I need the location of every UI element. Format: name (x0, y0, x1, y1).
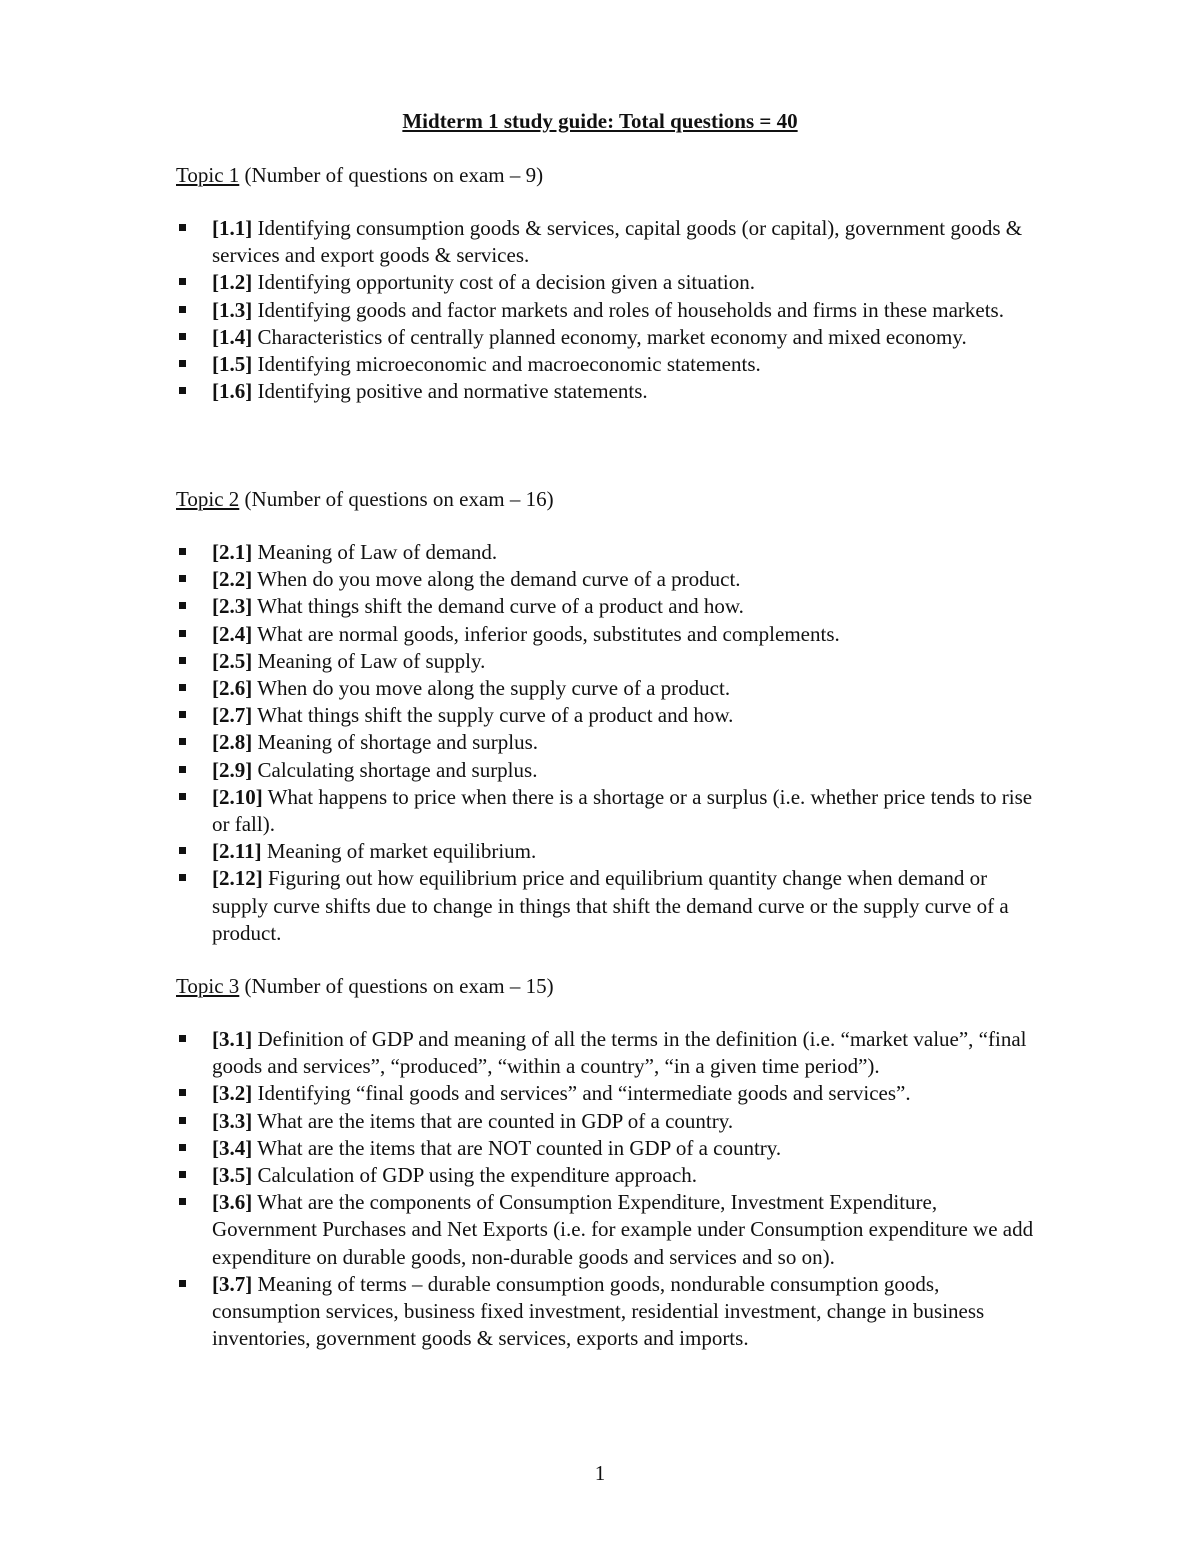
list-item (176, 215, 1036, 269)
list-item (176, 648, 1036, 675)
list-item (176, 1135, 1036, 1162)
item-text: Calculating shortage and surplus. (252, 757, 538, 782)
list-item (176, 729, 1036, 756)
page-number: 1 (594, 1461, 606, 1485)
square-bullet-icon (179, 1117, 186, 1124)
item-number: [2.11] (212, 839, 262, 864)
list-item (176, 269, 1036, 296)
square-bullet-icon (179, 630, 186, 637)
item-number: [2.10] (212, 784, 263, 809)
topic-detail: (Number of questions on exam – 9) (239, 163, 544, 187)
item-number: [1.4] (212, 324, 253, 349)
list-item (176, 539, 1036, 566)
item-text: Meaning of Law of demand. (252, 540, 498, 564)
square-bullet-icon (179, 602, 186, 609)
list-item (176, 1189, 1036, 1271)
item-number: [1.2] (212, 270, 253, 295)
item-text: Identifying goods and factor markets and roles of households and firms in these markets. (252, 297, 1004, 322)
topic-name: Topic 3 (176, 974, 240, 998)
list-item (176, 784, 1036, 838)
square-bullet-icon (179, 793, 186, 800)
list-item (176, 757, 1036, 784)
topic-heading-1 (176, 162, 543, 189)
item-number: [2.4] (212, 621, 253, 646)
list-item (176, 1026, 1036, 1080)
item-number: [2.7] (212, 703, 253, 728)
item-text: What are the components of Consumption Expenditure, Investment Expenditure, Government Purchases and Net Exports (i.e. for example under Consumption expenditure we add expenditure on durable goods, non-durable goods and services and so on). (212, 1190, 1034, 1269)
item-number: [2.12] (212, 866, 263, 891)
item-number: [3.7] (212, 1271, 253, 1296)
square-bullet-icon (179, 1280, 186, 1287)
item-text: Identifying opportunity cost of a decision given a situation. (252, 270, 755, 295)
list-item (176, 566, 1036, 593)
square-bullet-icon (179, 548, 186, 555)
square-bullet-icon (179, 847, 186, 854)
list-item (176, 702, 1036, 729)
square-bullet-icon (179, 1035, 186, 1042)
item-text: What happens to price when there is a shortage or a surplus (i.e. whether price tends to rise or fall). (212, 784, 1033, 837)
list-item (176, 865, 1036, 947)
square-bullet-icon (179, 738, 186, 745)
list-item (176, 838, 1036, 865)
list-item (176, 324, 1036, 351)
topic-heading-2 (176, 486, 554, 513)
item-number: [1.1] (212, 216, 253, 240)
square-bullet-icon (179, 387, 186, 394)
item-text: Identifying positive and normative statements. (252, 379, 648, 404)
topic-heading-3 (176, 973, 554, 1000)
item-text: Calculation of GDP using the expenditure approach. (252, 1163, 698, 1188)
item-text: Characteristics of centrally planned economy, market economy and mixed economy. (252, 324, 967, 349)
square-bullet-icon (179, 278, 186, 285)
item-text: What are normal goods, inferior goods, substitutes and complements. (252, 621, 840, 646)
topic-name: Topic 1 (176, 163, 240, 187)
topic-3-list (176, 1026, 1036, 1352)
item-text: Identifying microeconomic and macroeconomic statements. (252, 352, 761, 377)
item-text: Identifying consumption goods & services, capital goods (or capital), government goods & services and export goods & services. (212, 216, 1023, 268)
square-bullet-icon (179, 1144, 186, 1151)
square-bullet-icon (179, 1171, 186, 1178)
square-bullet-icon (179, 575, 186, 582)
item-text: Identifying “final goods and services” and “intermediate goods and services”. (252, 1081, 911, 1106)
list-item (176, 621, 1036, 648)
list-item (176, 1162, 1036, 1189)
square-bullet-icon (179, 657, 186, 664)
item-number: [2.2] (212, 567, 253, 592)
item-number: [3.1] (212, 1027, 253, 1051)
item-text: When do you move along the supply curve of a product. (252, 676, 731, 701)
item-text: Meaning of shortage and surplus. (252, 730, 539, 755)
topic-detail: (Number of questions on exam – 15) (239, 974, 554, 998)
item-number: [2.5] (212, 648, 253, 673)
item-number: [1.3] (212, 297, 253, 322)
item-text: When do you move along the demand curve of a product. (252, 567, 741, 592)
square-bullet-icon (179, 1198, 186, 1205)
list-item (176, 378, 1036, 405)
topic-2-list (176, 539, 1036, 947)
list-item (176, 675, 1036, 702)
page-title: Midterm 1 study guide: Total questions = 40 (402, 109, 798, 133)
item-text: What are the items that are counted in GDP of a country. (252, 1108, 734, 1133)
list-item (176, 297, 1036, 324)
list-item (176, 1108, 1036, 1135)
list-item (176, 593, 1036, 620)
square-bullet-icon (179, 360, 186, 367)
item-number: [2.9] (212, 757, 253, 782)
topic-name: Topic 2 (176, 487, 240, 511)
item-text: Meaning of terms – durable consumption goods, nondurable consumption goods, consumption services, business fixed investment, residential investment, change in business inventories, government goods & services, exports and imports. (212, 1271, 985, 1351)
item-text: What things shift the demand curve of a product and how. (252, 594, 744, 619)
topic-1-list (176, 215, 1036, 405)
square-bullet-icon (179, 224, 186, 231)
item-number: [2.8] (212, 730, 253, 755)
item-number: [3.3] (212, 1108, 253, 1133)
list-item (176, 1080, 1036, 1107)
item-number: [3.4] (212, 1135, 253, 1160)
item-number: [3.5] (212, 1163, 253, 1188)
square-bullet-icon (179, 306, 186, 313)
item-number: [2.3] (212, 594, 253, 619)
square-bullet-icon (179, 684, 186, 691)
item-number: [2.6] (212, 676, 253, 701)
square-bullet-icon (179, 1089, 186, 1096)
list-item (176, 1271, 1036, 1353)
item-number: [2.1] (212, 540, 253, 564)
square-bullet-icon (179, 711, 186, 718)
item-text: Definition of GDP and meaning of all the terms in the definition (i.e. “market value”, “final goods and services”, “produced”, “within a country”, “in a given time period”). (212, 1027, 1027, 1079)
item-number: [3.2] (212, 1081, 253, 1106)
item-text: What are the items that are NOT counted in GDP of a country. (252, 1135, 782, 1160)
item-text: Figuring out how equilibrium price and equilibrium quantity change when demand or supply curve shifts due to change in things that shift the demand curve or the supply curve of a product. (212, 866, 1009, 945)
item-text: What things shift the supply curve of a product and how. (252, 703, 734, 728)
square-bullet-icon (179, 766, 186, 773)
item-text: Meaning of Law of supply. (252, 648, 486, 673)
list-item (176, 351, 1036, 378)
square-bullet-icon (179, 333, 186, 340)
item-number: [3.6] (212, 1190, 253, 1215)
item-text: Meaning of market equilibrium. (261, 839, 537, 864)
topic-detail: (Number of questions on exam – 16) (239, 487, 554, 511)
item-number: [1.6] (212, 379, 253, 404)
square-bullet-icon (179, 874, 186, 881)
item-number: [1.5] (212, 352, 253, 377)
